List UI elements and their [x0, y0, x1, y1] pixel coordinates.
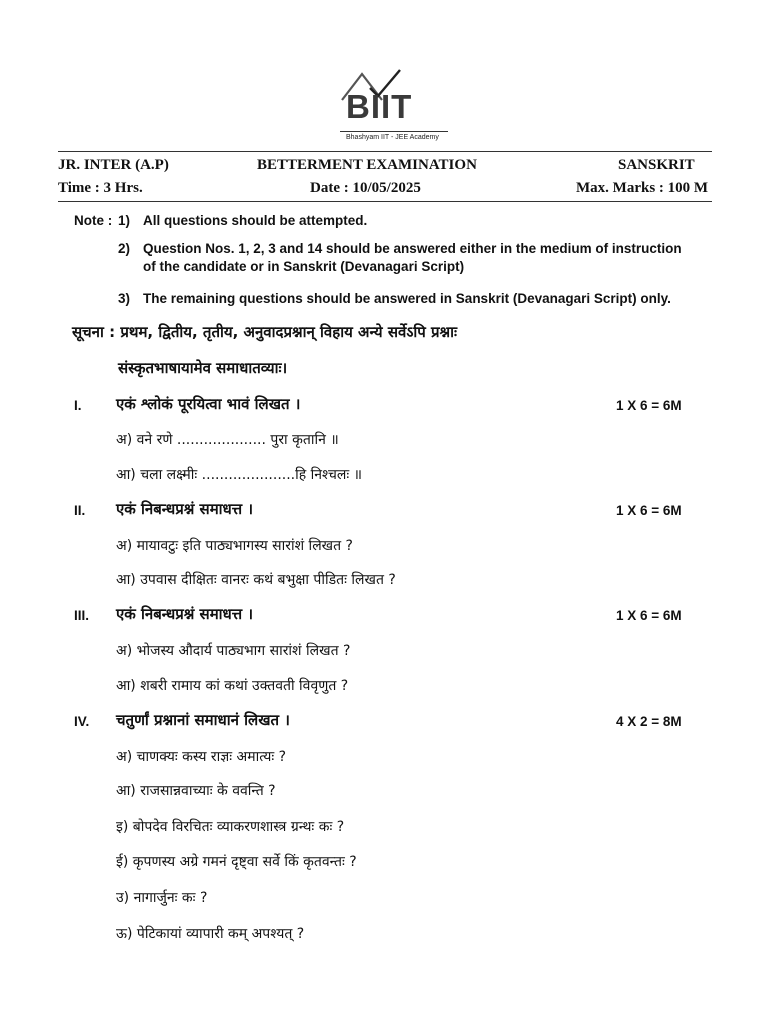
- logo: [340, 68, 450, 146]
- question-1-number: I.: [74, 398, 82, 413]
- question-4-number: IV.: [74, 714, 90, 729]
- logo-underline: [340, 131, 448, 132]
- question-3-option-a: अ) भोजस्य औदार्य पाठ्यभाग सारांशं लिखत ?: [116, 643, 351, 659]
- logo-subtitle: Bhashyam IIT - JEE Academy: [346, 134, 439, 141]
- question-4-option-ii: ई) कृपणस्य अग्रे गमनं दृष्ट्वा सर्वे किं कृतवन्तः ?: [116, 854, 357, 870]
- exam-title: BETTERMENT EXAMINATION: [257, 157, 477, 173]
- note-2-text: Question Nos. 1, 2, 3 and 14 should be answered either in the medium of instruction: [143, 241, 682, 256]
- note-2-num: 2): [118, 241, 131, 256]
- question-2-marks: 1 X 6 = 6M: [616, 503, 682, 518]
- suchana-line-2: संस्कृतभाषायामेव समाधातव्याः।: [118, 359, 288, 377]
- question-4-marks: 4 X 2 = 8M: [616, 714, 682, 729]
- note-1-text: All questions should be attempted.: [143, 213, 368, 228]
- question-3-option-aa: आ) शबरी रामाय कां कथां उक्तवती विवृणुत ?: [116, 678, 349, 694]
- question-3-marks: 1 X 6 = 6M: [616, 608, 682, 623]
- question-4-option-i: इ) बोपदेव विरचितः व्याकरणशास्त्र ग्रन्थः कः ?: [116, 819, 345, 835]
- note-1-num: 1): [118, 213, 131, 228]
- time-label: Time : 3 Hrs.: [58, 180, 143, 196]
- question-2-number: II.: [74, 503, 86, 518]
- question-2-option-a: अ) मायावटुः इति पाठ्यभागस्य सारांशं लिखत ?: [116, 538, 353, 554]
- note-label: Note :: [74, 213, 113, 228]
- note-3-text: The remaining questions should be answered in Sanskrit (Devanagari Script) only.: [143, 291, 671, 306]
- question-4-option-u: उ) नागार्जुनः कः ?: [116, 890, 208, 906]
- logo-text: BIIT: [346, 88, 413, 125]
- question-4-option-uu: ऊ) पेटिकायां व्यापारी कम् अपश्यत् ?: [116, 926, 305, 942]
- question-1-title: एकं श्लोकं पूरयित्वा भावं लिखत ।: [116, 395, 301, 413]
- suchana-line-1: सूचना : प्रथम, द्वितीय, तृतीय, अनुवादप्रश्नान् विहाय अन्ये सर्वेऽपि प्रश्नाः: [72, 323, 458, 341]
- max-marks-label: Max. Marks : 100 M: [576, 180, 709, 196]
- subject-label: SANSKRIT: [618, 157, 695, 173]
- header-bottom-rule: [58, 201, 712, 202]
- question-1-marks: 1 X 6 = 6M: [616, 398, 682, 413]
- question-1-option-a: अ) वने रणे .................... पुरा कृतानि ॥: [116, 432, 339, 448]
- question-4-title: चतुर्णां प्रश्नानां समाधानं लिखत ।: [116, 711, 290, 729]
- question-2-option-aa: आ) उपवास दीक्षितः वानरः कथं बभुक्षा पीडितः लिखत ?: [116, 572, 396, 588]
- question-3-number: III.: [74, 608, 90, 623]
- date-label: Date : 10/05/2025: [310, 180, 421, 196]
- note-3-num: 3): [118, 291, 131, 306]
- question-4-option-aa: आ) राजसान्नवाच्याः के ववन्ति ?: [116, 783, 276, 799]
- question-2-title: एकं निबन्धप्रश्नं समाधत्त ।: [116, 500, 254, 518]
- question-3-title: एकं निबन्धप्रश्नं समाधत्त ।: [116, 605, 254, 623]
- header-top-rule: [58, 151, 712, 152]
- note-2-text-cont: of the candidate or in Sanskrit (Devanagari Script): [143, 259, 465, 274]
- question-4-option-a: अ) चाणक्यः कस्य राज्ञः अमात्यः ?: [116, 749, 287, 765]
- course-label: JR. INTER (A.P): [58, 157, 169, 173]
- question-1-option-aa: आ) चला लक्ष्मीः .....................हि निश्चलः ॥: [116, 467, 363, 483]
